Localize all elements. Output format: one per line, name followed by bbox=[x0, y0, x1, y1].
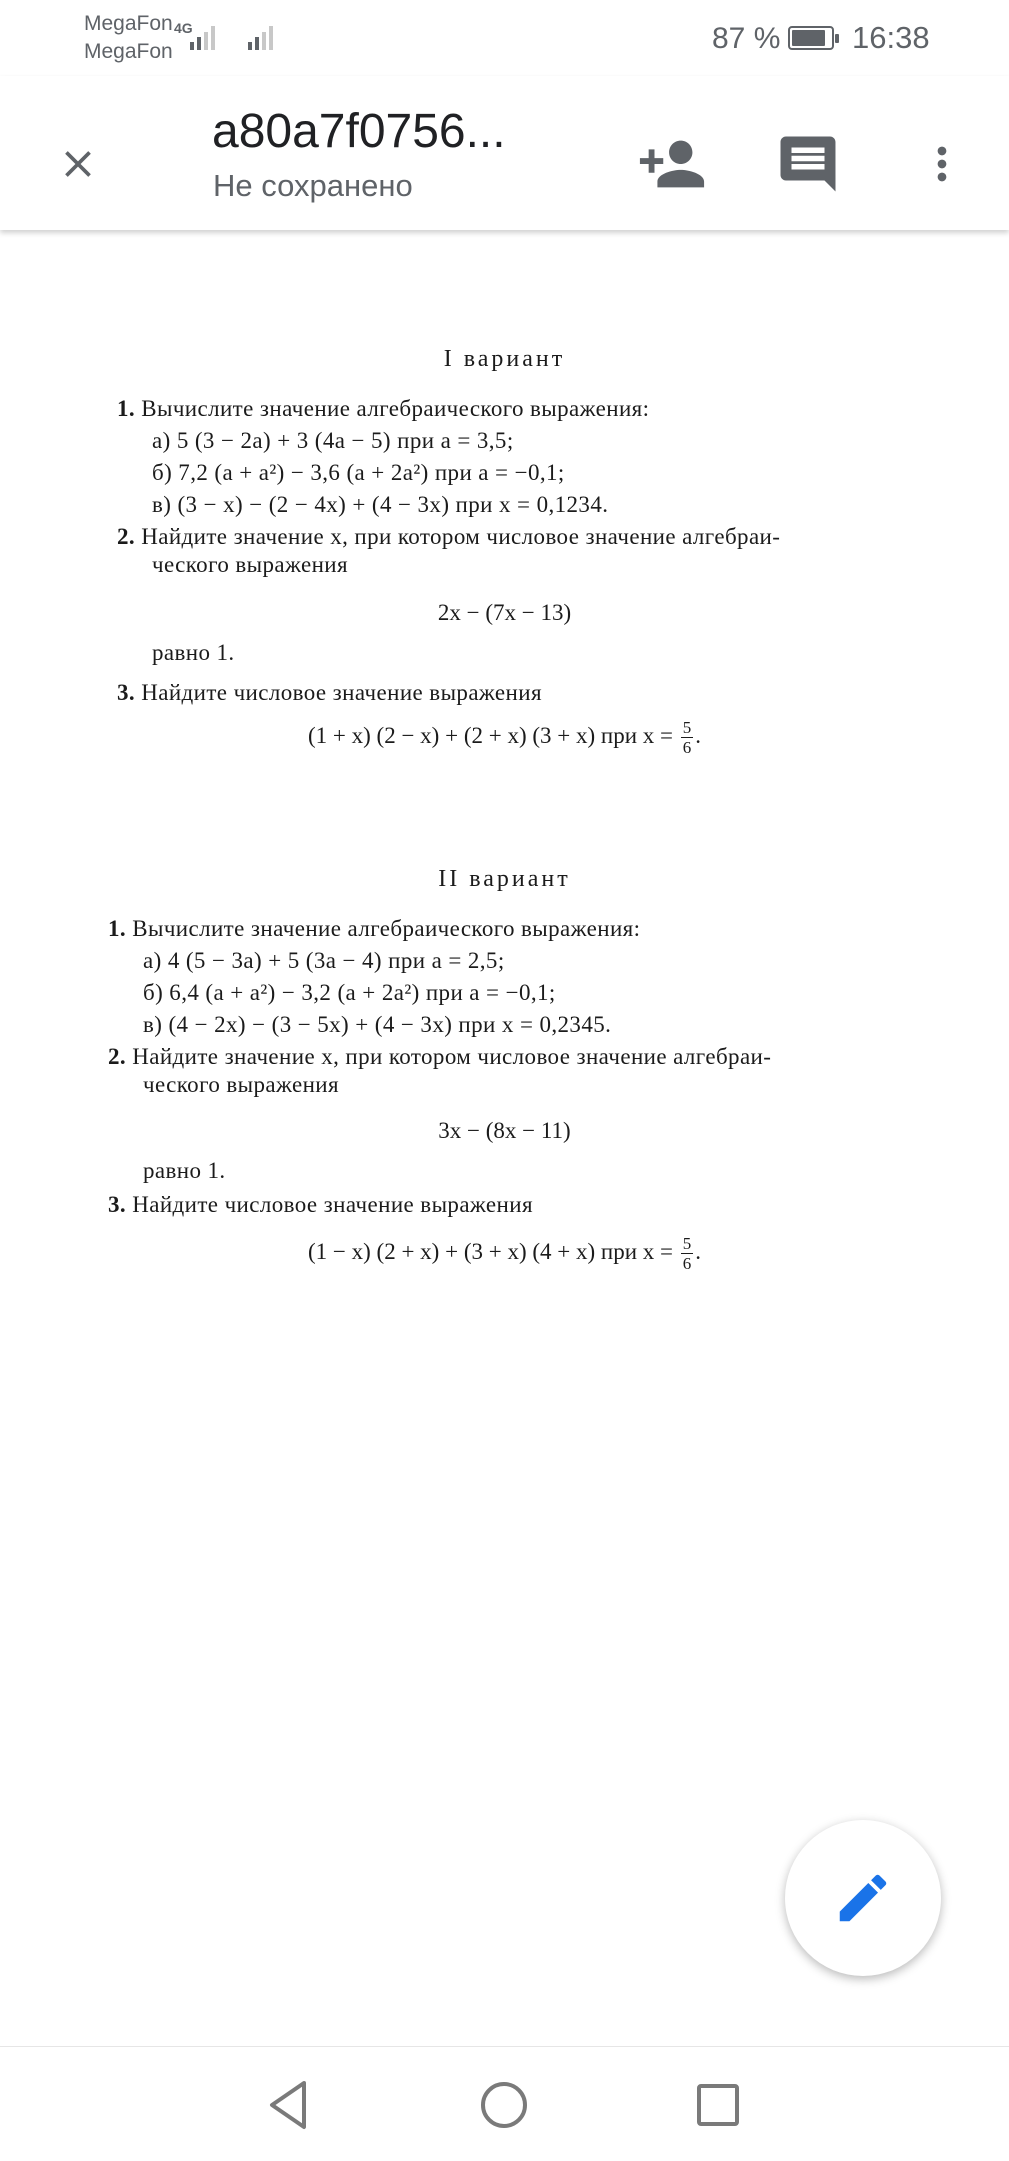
v2-q3-expression bbox=[0, 1234, 1009, 1273]
v1-q2-num: 2. bbox=[117, 524, 136, 549]
edit-button[interactable] bbox=[785, 1820, 941, 1976]
nav-back-button[interactable] bbox=[258, 2075, 318, 2135]
v1-q2 bbox=[117, 524, 780, 550]
signal-icon bbox=[248, 22, 273, 50]
battery-percent: 87 % bbox=[712, 22, 781, 55]
v1-q1 bbox=[117, 396, 649, 422]
carrier-1: MegaFon bbox=[84, 12, 173, 35]
battery-icon bbox=[788, 26, 834, 50]
v1-q1-b: б) 7,2 (a + a²) − 3,6 (a + 2a²) при a = −0,1; bbox=[152, 460, 565, 485]
clock: 16:38 bbox=[852, 20, 930, 55]
v2-q1-a: а) 4 (5 − 3a) + 5 (3a − 4) при a = 2,5; bbox=[143, 948, 505, 973]
v2-q2-expression: 3x − (8x − 11) bbox=[438, 1118, 571, 1143]
v1-q1-c: в) (3 − x) − (2 − 4x) + (4 − 3x) при x = 0,1234. bbox=[152, 492, 609, 517]
v2-q3-expr: (1 − x) (2 + x) + (3 + x) (4 + x) при x = bbox=[308, 1238, 673, 1264]
status-bar bbox=[0, 0, 1009, 76]
system-nav-bar bbox=[0, 2046, 1009, 2161]
v1-q3-expression bbox=[0, 718, 1009, 757]
network-type: 4G bbox=[174, 20, 193, 36]
v2-q2-after: равно 1. bbox=[143, 1158, 226, 1183]
edit-icon bbox=[832, 1867, 894, 1929]
v2-q1-b: б) 6,4 (a + a²) − 3,2 (a + 2a²) при a = −0,1; bbox=[143, 980, 556, 1005]
v2-q3-num: 3. bbox=[108, 1192, 127, 1217]
v1-q1-num: 1. bbox=[117, 396, 136, 421]
v1-q3-frac-den: 6 bbox=[682, 738, 692, 757]
share-button[interactable] bbox=[630, 122, 714, 206]
variant-1-title: I вариант bbox=[443, 346, 566, 372]
nav-recents-button[interactable] bbox=[688, 2075, 748, 2135]
battery-level bbox=[792, 30, 825, 46]
recents-icon bbox=[695, 2082, 741, 2128]
v2-q3-frac-den: 6 bbox=[682, 1254, 692, 1273]
document-title: a80a7f0756... bbox=[212, 105, 506, 158]
close-button[interactable] bbox=[40, 126, 116, 202]
v2-q2-text: Найдите значение x, при котором числовое значение алгебраи- bbox=[132, 1044, 772, 1069]
v2-q1 bbox=[108, 916, 640, 942]
more-vert-icon bbox=[916, 138, 968, 190]
v1-q3-num: 3. bbox=[117, 680, 136, 705]
v2-q2-text2: ческого выражения bbox=[143, 1072, 339, 1097]
person-add-icon bbox=[637, 129, 707, 199]
carrier-2: MegaFon bbox=[84, 40, 173, 63]
v1-q2-text: Найдите значение x, при котором числовое значение алгебраи- bbox=[141, 524, 781, 549]
v1-q3-end: . bbox=[695, 722, 701, 748]
app-bar bbox=[0, 76, 1009, 230]
signal-icon bbox=[190, 22, 215, 50]
nav-home-button[interactable] bbox=[474, 2075, 534, 2135]
document-page[interactable] bbox=[0, 230, 1009, 2045]
v1-q3 bbox=[117, 680, 542, 706]
v2-q3-fraction bbox=[681, 1234, 694, 1273]
v1-q2-expression: 2x − (7x − 13) bbox=[437, 600, 572, 625]
carrier-labels bbox=[84, 10, 173, 66]
v1-q2-text2: ческого выражения bbox=[152, 552, 348, 577]
save-status: Не сохранено bbox=[213, 168, 413, 203]
v2-q3-frac-num: 5 bbox=[682, 1234, 692, 1253]
v1-q3-expr: (1 + x) (2 − x) + (2 + x) (3 + x) при x = bbox=[308, 722, 673, 748]
v2-q1-c: в) (4 − 2x) − (3 − 5x) + (4 − 3x) при x = 0,2345. bbox=[143, 1012, 612, 1037]
v1-q3-frac-num: 5 bbox=[682, 718, 692, 737]
v1-q1-text: Вычислите значение алгебраического выражения: bbox=[141, 396, 650, 421]
close-icon bbox=[56, 142, 100, 186]
v1-q3-text: Найдите числовое значение выражения bbox=[141, 680, 542, 705]
v2-q1-text: Вычислите значение алгебраического выражения: bbox=[132, 916, 641, 941]
more-options-button[interactable] bbox=[914, 122, 970, 206]
v1-q3-fraction bbox=[681, 718, 694, 757]
variant-2-title: II вариант bbox=[438, 866, 571, 892]
home-icon bbox=[478, 2079, 530, 2131]
comments-button[interactable] bbox=[766, 122, 850, 206]
v2-q2-num: 2. bbox=[108, 1044, 127, 1069]
v2-q1-num: 1. bbox=[108, 916, 127, 941]
v2-q3-end: . bbox=[695, 1238, 701, 1264]
v1-q2-after: равно 1. bbox=[152, 640, 235, 665]
v1-q1-a: а) 5 (3 − 2a) + 3 (4a − 5) при a = 3,5; bbox=[152, 428, 514, 453]
v2-q3 bbox=[108, 1192, 533, 1218]
v2-q3-text: Найдите числовое значение выражения bbox=[132, 1192, 533, 1217]
v2-q2 bbox=[108, 1044, 771, 1070]
comment-icon bbox=[775, 131, 841, 197]
back-icon bbox=[264, 2079, 312, 2131]
